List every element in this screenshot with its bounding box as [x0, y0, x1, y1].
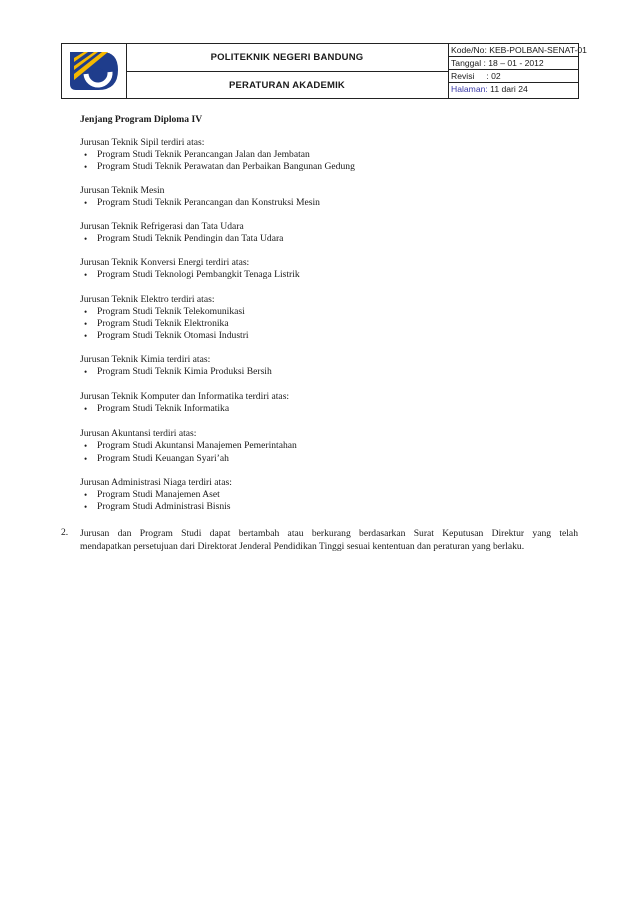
- header-meta-cell: [448, 44, 587, 98]
- department-heading: Jurusan Administrasi Niaga terdiri atas:: [80, 477, 232, 488]
- bullet-icon: •: [84, 162, 88, 172]
- bullet-icon: •: [84, 270, 88, 280]
- program-item: Program Studi Teknik Elektronika: [97, 318, 229, 329]
- program-item: Program Studi Teknik Otomasi Industri: [97, 330, 249, 341]
- department-heading: Jurusan Teknik Mesin: [80, 185, 165, 196]
- department-heading: Jurusan Teknik Kimia terdiri atas:: [80, 354, 211, 365]
- bullet-icon: •: [84, 404, 88, 414]
- department-heading: Jurusan Teknik Refrigerasi dan Tata Udara: [80, 221, 244, 232]
- department-heading: Jurusan Teknik Elektro terdiri atas:: [80, 294, 215, 305]
- program-item: Program Studi Akuntansi Manajemen Pemerintahan: [97, 440, 297, 451]
- bullet-icon: •: [84, 307, 88, 317]
- document-page-number: [448, 83, 578, 96]
- bullet-icon: •: [84, 150, 88, 160]
- section-title: Jenjang Program Diploma IV: [80, 114, 203, 125]
- document-code: Kode/No: KEB-POLBAN-SENAT-01: [448, 44, 578, 57]
- bullet-icon: •: [84, 319, 88, 329]
- bullet-icon: •: [84, 331, 88, 341]
- document-revision: Revisi : 02: [448, 70, 578, 83]
- document-title: PERATURAN AKADEMIK: [228, 80, 345, 91]
- program-item: Program Studi Teknik Perancangan dan Konstruksi Mesin: [97, 197, 320, 208]
- page-value: 11 dari 24: [490, 84, 528, 94]
- department-heading: Jurusan Teknik Sipil terdiri atas:: [80, 137, 205, 148]
- polban-logo: [62, 44, 126, 98]
- page-label: Halaman:: [451, 84, 488, 94]
- bullet-icon: •: [84, 490, 88, 500]
- program-item: Program Studi Keuangan Syari’ah: [97, 453, 229, 464]
- program-item: Program Studi Teknik Perancangan Jalan dan Jembatan: [97, 149, 310, 160]
- bullet-icon: •: [84, 502, 88, 512]
- institution-name: POLITEKNIK NEGERI BANDUNG: [210, 52, 364, 63]
- bullet-icon: •: [84, 454, 88, 464]
- program-item: Program Studi Administrasi Bisnis: [97, 501, 231, 512]
- paragraph-line: mendapatkan persetujuan dari Direktorat Jenderal Pendidikan Tinggi sesuai kententuan dan peraturan yang berlaku.: [80, 541, 525, 552]
- program-item: Program Studi Teknologi Pembangkit Tenaga Listrik: [97, 269, 300, 280]
- department-heading: Jurusan Akuntansi terdiri atas:: [80, 428, 197, 439]
- program-item: Program Studi Teknik Perawatan dan Perbaikan Bangunan Gedung: [97, 161, 355, 172]
- bullet-icon: •: [84, 198, 88, 208]
- program-item: Program Studi Manajemen Aset: [97, 489, 220, 500]
- bullet-icon: •: [84, 234, 88, 244]
- program-item: Program Studi Teknik Kimia Produksi Bersih: [97, 366, 272, 377]
- department-heading: Jurusan Teknik Komputer dan Informatika terdiri atas:: [80, 391, 290, 402]
- paragraph-line: Jurusan dan Program Studi dapat bertambah atau berkurang berdasarkan Surat Keputusan Direktur yang telah: [80, 528, 578, 539]
- header-title-cell: [126, 44, 449, 98]
- document-date: Tanggal : 18 – 01 - 2012: [448, 57, 578, 70]
- header-institution-row: [126, 44, 448, 72]
- item-number: 2.: [61, 527, 69, 538]
- department-heading: Jurusan Teknik Konversi Energi terdiri atas:: [80, 257, 250, 268]
- bullet-icon: •: [84, 367, 88, 377]
- item-paragraph: [80, 527, 578, 553]
- bullet-icon: •: [84, 441, 88, 451]
- program-item: Program Studi Teknik Informatika: [97, 403, 230, 414]
- program-item: Program Studi Teknik Telekomunikasi: [97, 306, 245, 317]
- logo-cell: [62, 44, 127, 98]
- document-header: [61, 43, 587, 99]
- program-item: Program Studi Teknik Pendingin dan Tata Udara: [97, 233, 284, 244]
